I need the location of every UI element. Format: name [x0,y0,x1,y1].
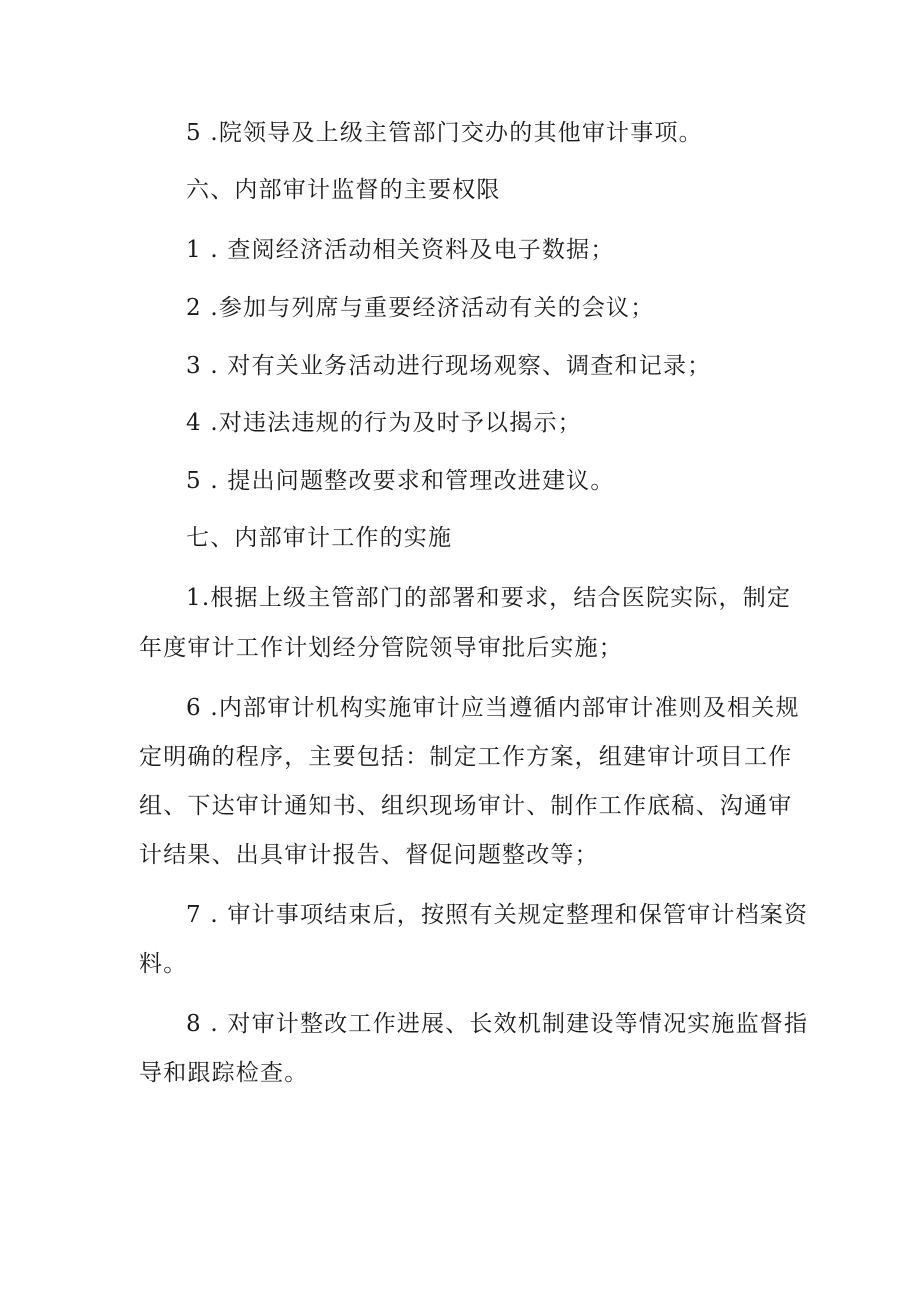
paragraph-audit-procedure-line-2: 定明确的程序，主要包括：制定工作方案，组建审计项目工作 [139,744,793,770]
paragraph-archive-line-1: 7 . 审计事项结束后，按照有关规定整理和保管审计档案资 [186,902,809,928]
list-item-1-review-data: 1 . 查阅经济活动相关资料及电子数据； [186,237,615,263]
list-item-5-other-matters: 5 .院领导及上级主管部门交办的其他审计事项。 [186,120,703,146]
list-item-2-attend-meetings: 2 .参加与列席与重要经济活动有关的会议； [186,295,655,321]
paragraph-audit-procedure-line-1: 6 .内部审计机构实施审计应当遵循内部审计准则及相关规 [186,695,800,721]
list-item-5-rectification-suggestions: 5 . 提出问题整改要求和管理改进建议。 [186,468,615,494]
section-heading-6: 六、内部审计监督的主要权限 [186,177,501,203]
paragraph-archive-line-2: 料。 [139,951,188,977]
paragraph-audit-procedure-line-4: 计结果、出具审计报告、督促问题整改等； [139,842,599,868]
section-heading-7: 七、内部审计工作的实施 [186,525,453,551]
list-item-4-reveal-violations: 4 .对违法违规的行为及时予以揭示； [186,410,582,436]
paragraph-audit-procedure-line-3: 组、下达审计通知书、组织现场审计、制作工作底稿、沟通审 [139,793,793,819]
list-item-3-onsite-observation: 3 . 对有关业务活动进行现场观察、调查和记录； [186,353,712,379]
paragraph-annual-plan-line-1: 1.根据上级主管部门的部署和要求，结合医院实际，制定 [186,585,792,611]
paragraph-supervision-line-2: 导和跟踪检查。 [139,1060,309,1086]
paragraph-supervision-line-1: 8 . 对审计整改工作进展、长效机制建设等情况实施监督指 [186,1011,809,1037]
paragraph-annual-plan-line-2: 年度审计工作计划经分管院领导审批后实施； [139,635,623,661]
